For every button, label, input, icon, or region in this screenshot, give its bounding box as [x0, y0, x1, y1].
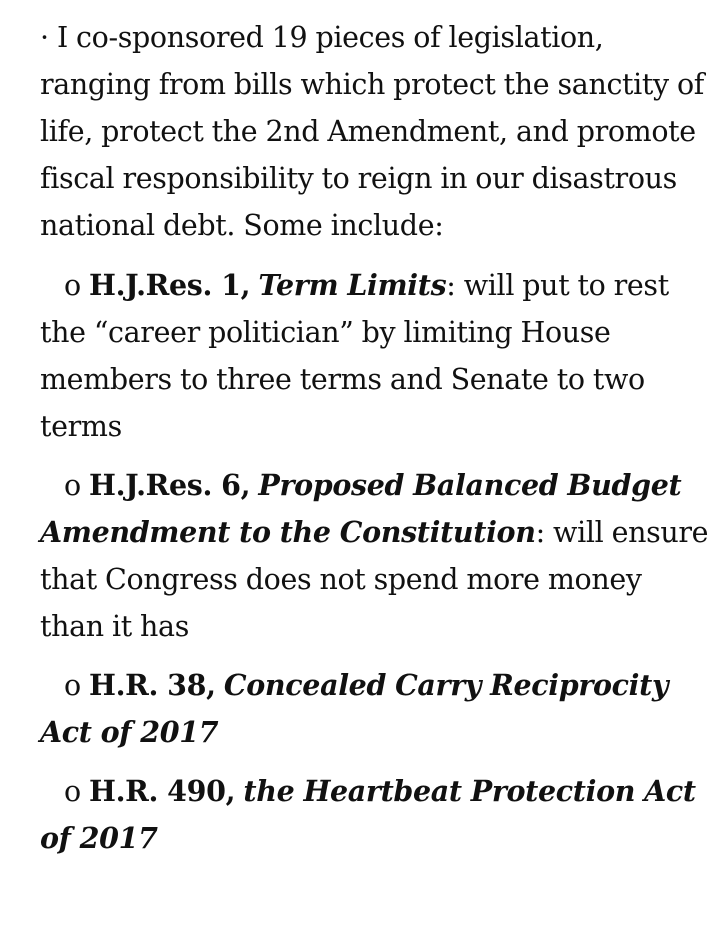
- bill-item: [40, 768, 712, 862]
- bill-title: Proposed Balanced Budget Amendment to the Constitution: [40, 468, 682, 549]
- sub-bullet-marker: o: [64, 775, 81, 808]
- bill-reference: H.J.Res. 1,: [89, 268, 251, 302]
- bill-item: [40, 662, 712, 756]
- bill-description: : will put to rest the “career politician” by limiting House members to three terms and Senate to two terms: [40, 269, 669, 443]
- bill-reference: H.R. 38,: [89, 668, 216, 702]
- sub-bullet-marker: o: [64, 669, 81, 702]
- bill-title: Concealed Carry Reciprocity Act of 2017: [40, 668, 669, 749]
- sub-bullet-marker: o: [64, 269, 81, 302]
- bill-title: Term Limits: [258, 268, 447, 302]
- intro-paragraph: [40, 14, 712, 249]
- bullet-marker: ·: [40, 21, 49, 54]
- bill-description: : will ensure that Congress does not spend more money than it has: [40, 516, 709, 643]
- bill-item: [40, 262, 712, 450]
- bill-item: [40, 462, 712, 650]
- sub-bullet-marker: o: [64, 469, 81, 502]
- bill-reference: H.J.Res. 6,: [89, 468, 251, 502]
- bill-reference: H.R. 490,: [89, 774, 236, 808]
- intro-text: I co-sponsored 19 pieces of legislation, ranging from bills which protect the sanctity of life, protect the 2nd Amendment, and promote fiscal responsibility to reign in our disastrous national debt. Some include:: [40, 21, 704, 242]
- document-body: [40, 14, 712, 874]
- bill-title: the Heartbeat Protection Act of 2017: [40, 774, 696, 855]
